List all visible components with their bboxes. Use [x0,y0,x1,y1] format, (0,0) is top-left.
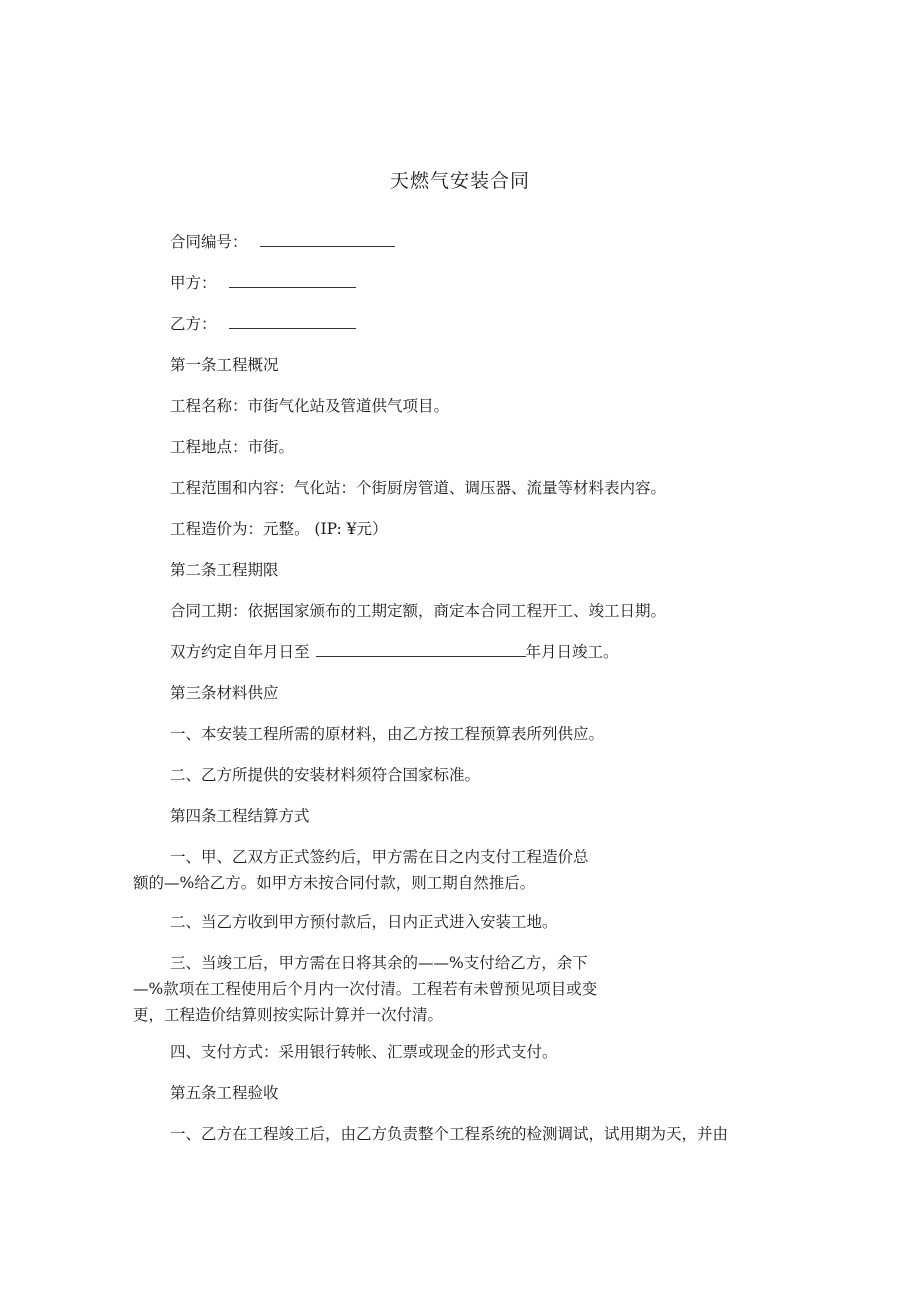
article-4-item-3-line-2: —%款项在工程使用后个月内一次付清。工程若有未曾预见项目或变 [133,980,598,998]
party-a-blank [229,273,356,288]
document-title: 天燃气安装合同 [389,170,530,192]
article-3-item-2: 二、乙方所提供的安装材料须符合国家标准。 [170,766,481,784]
article-4-item-3-line-3: 更，工程造价结算则按实际计算并一次付清。 [133,1006,444,1024]
contract-period: 合同工期：依据国家颁布的工期定额，商定本合同工程开工、竣工日期。 [170,602,667,620]
article-3-item-1: 一、本安装工程所需的原材料，由乙方按工程预算表所列供应。 [170,725,605,743]
article-2-heading: 第二条工程期限 [170,561,279,579]
contract-number-line [170,232,395,252]
article-4-heading: 第四条工程结算方式 [170,807,310,825]
project-scope: 工程范围和内容：气化站：个街厨房管道、调压器、流量等材料表内容。 [170,479,667,497]
project-name: 工程名称：市街气化站及管道供气项目。 [170,397,450,415]
agreed-end-text: 年月日竣工。 [525,643,619,661]
article-4-item-1-line-2: 额的—%给乙方。如甲方未按合同付款，则工期自然推后。 [133,874,536,892]
article-3-heading: 第三条材料供应 [170,684,279,702]
article-4-item-3 [133,950,597,1028]
agreed-dates-line [170,642,619,662]
article-4-item-4: 四、支付方式：采用银行转帐、汇票或现金的形式支付。 [170,1043,558,1061]
project-location: 工程地点：市街。 [170,438,295,456]
contract-number-label: 合同编号： [170,233,248,251]
article-1-heading: 第一条工程概况 [170,356,279,374]
agreed-start-text: 双方约定自年月日至 [170,643,310,661]
party-b-line [170,314,356,334]
party-b-label: 乙方： [170,315,217,333]
article-4-item-1 [133,844,589,896]
party-a-line [170,273,356,293]
article-4-item-1-line-1: 一、甲、乙双方正式签约后，甲方需在日之内支付工程造价总 [170,848,589,866]
article-5-item-1-line-1: 一、乙方在工程竣工后，由乙方负责整个工程系统的检测调试，试用期为天，并由 [170,1125,729,1143]
party-b-blank [229,314,356,329]
article-5-heading: 第五条工程验收 [170,1084,279,1102]
project-price: 工程造价为：元整。 (IP: ¥元） [170,520,388,538]
party-a-label: 甲方： [170,274,217,292]
article-4-item-2: 二、当乙方收到甲方预付款后，日内正式进入安装工地。 [170,913,558,931]
contract-number-blank [260,232,395,247]
article-4-item-3-line-1: 三、当竣工后，甲方需在日将其余的——%支付给乙方，余下 [170,954,588,972]
agreed-dates-blank [316,642,526,657]
